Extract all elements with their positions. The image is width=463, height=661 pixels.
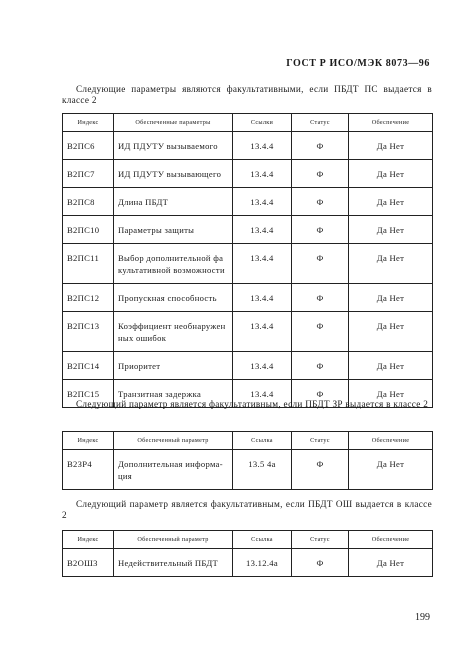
col-ref-header: Ссылка [233, 531, 292, 549]
row-index: В2ОШ3 [63, 549, 114, 577]
section-1-table [62, 113, 433, 408]
table-row [63, 160, 433, 188]
row-ref: 13.5 4а [233, 450, 292, 490]
section-3-table [62, 530, 433, 577]
table-row [63, 244, 433, 284]
col-ref-header: Ссылка [233, 432, 292, 450]
row-ref: 13.4.4 [233, 160, 292, 188]
row-ref: 13.12.4а [233, 549, 292, 577]
section-1-intro: Следующие параметры являются факультативными, если ПБДТ ПС выдается в классе 2 [62, 84, 432, 105]
col-param-header: Обеспеченный параметр [114, 432, 233, 450]
row-param: Недействительный ПБДТ [114, 549, 233, 577]
row-ref: 13.4.4 [233, 284, 292, 312]
table-header-row [63, 432, 433, 450]
row-index: В2ПС8 [63, 188, 114, 216]
row-index: В2ПС12 [63, 284, 114, 312]
row-param: ИД ПДУТУ вызываемого [114, 132, 233, 160]
row-status: Ф [292, 352, 349, 380]
table-header-row [63, 114, 433, 132]
row-status: Ф [292, 132, 349, 160]
row-index: В2ПС6 [63, 132, 114, 160]
col-index-header: Индекс [63, 531, 114, 549]
table-row [63, 352, 433, 380]
col-index-header: Индекс [63, 114, 114, 132]
row-index: В2ПС10 [63, 216, 114, 244]
row-status: Ф [292, 549, 349, 577]
row-support: Да Нет [349, 216, 433, 244]
table-row [63, 284, 433, 312]
col-support-header: Обеспечение [349, 114, 433, 132]
row-param: Выбор дополнительной фа культативной возможности [114, 244, 233, 284]
row-support: Да Нет [349, 284, 433, 312]
row-support: Да Нет [349, 450, 433, 490]
row-param: Длина ПБДТ [114, 188, 233, 216]
table-row [63, 312, 433, 352]
row-param: Дополнительная информа-ция [114, 450, 233, 490]
section-3-intro: Следующий параметр является факультативным, если ПБДТ ОШ выдается в классе 2 [62, 499, 432, 520]
section-2-table [62, 431, 433, 490]
col-status-header: Статус [292, 531, 349, 549]
table-row [63, 549, 433, 577]
row-support: Да Нет [349, 244, 433, 284]
table-row [63, 132, 433, 160]
row-ref: 13.4.4 [233, 132, 292, 160]
row-status: Ф [292, 216, 349, 244]
section-2-intro: Следующий параметр является факультативным, если ПБДТ ЗР выдается в классе 2 [76, 399, 429, 409]
col-status-header: Статус [292, 432, 349, 450]
row-index: В2ПС14 [63, 352, 114, 380]
col-param-header: Обеспеченные параметры [114, 114, 233, 132]
col-support-header: Обеспечение [349, 432, 433, 450]
col-param-header: Обеспеченный параметр [114, 531, 233, 549]
row-ref: 13.4.4 [233, 188, 292, 216]
table-row [63, 188, 433, 216]
row-index: В2ПС11 [63, 244, 114, 284]
row-status: Ф [292, 284, 349, 312]
row-support: Да Нет [349, 549, 433, 577]
row-status: Ф [292, 380, 349, 408]
row-support: Да Нет [349, 132, 433, 160]
row-index: В2ПС15 [63, 380, 114, 408]
row-ref: 13.4.4 [233, 216, 292, 244]
row-status: Ф [292, 450, 349, 490]
document-header: ГОСТ Р ИСО/МЭК 8073—96 [286, 58, 430, 69]
col-ref-header: Ссылки [233, 114, 292, 132]
row-status: Ф [292, 244, 349, 284]
page-number: 199 [415, 612, 430, 623]
row-support: Да Нет [349, 312, 433, 352]
row-index: В2ПС13 [63, 312, 114, 352]
row-index: В2ЗР4 [63, 450, 114, 490]
row-param: Параметры защиты [114, 216, 233, 244]
row-support: Да Нет [349, 188, 433, 216]
row-param: Коэффициент необнаружен ных ошибок [114, 312, 233, 352]
row-status: Ф [292, 188, 349, 216]
row-param: Пропускная способность [114, 284, 233, 312]
row-index: В2ПС7 [63, 160, 114, 188]
row-status: Ф [292, 312, 349, 352]
col-status-header: Статус [292, 114, 349, 132]
row-ref: 13.4.4 [233, 312, 292, 352]
table-header-row [63, 531, 433, 549]
col-index-header: Индекс [63, 432, 114, 450]
table-row [63, 450, 433, 490]
row-support: Да Нет [349, 380, 433, 408]
row-support: Да Нет [349, 160, 433, 188]
row-support: Да Нет [349, 352, 433, 380]
col-support-header: Обеспечение [349, 531, 433, 549]
row-param: Приоритет [114, 352, 233, 380]
row-ref: 13.4.4 [233, 352, 292, 380]
row-status: Ф [292, 160, 349, 188]
row-ref: 13.4.4 [233, 380, 292, 408]
row-param: Транзитная задержка [114, 380, 233, 408]
table-row [63, 216, 433, 244]
row-ref: 13.4.4 [233, 244, 292, 284]
row-param: ИД ПДУТУ вызывающего [114, 160, 233, 188]
